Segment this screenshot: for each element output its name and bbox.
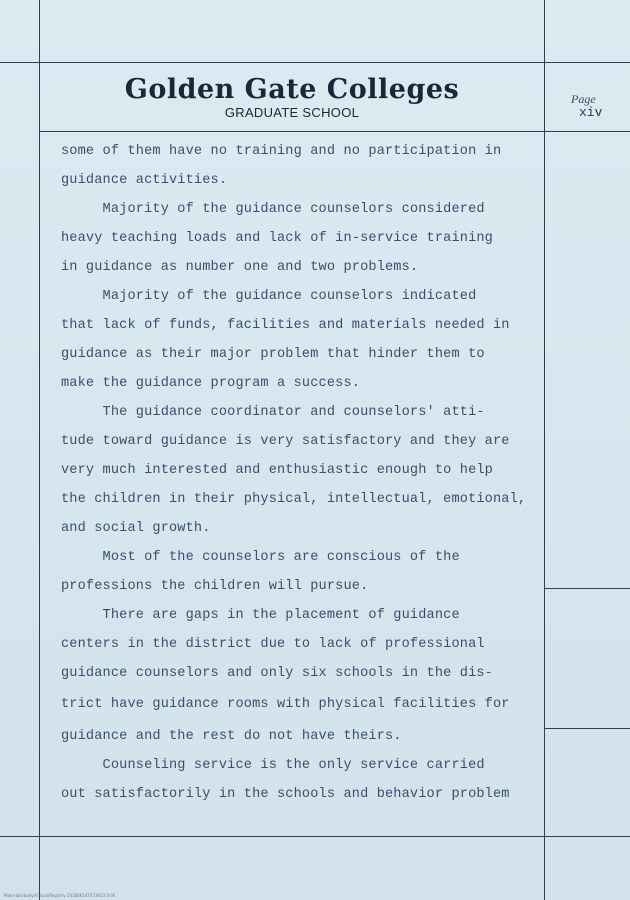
text-line: guidance counselors and only six schools in the dis-	[61, 666, 493, 681]
text-line: Counseling service is the only service carried	[61, 758, 485, 773]
left-margin-rule	[39, 0, 40, 900]
text-line: guidance activities.	[61, 173, 228, 188]
text-line: the children in their physical, intellectual, emotional,	[61, 492, 527, 507]
text-line: centers in the district due to lack of professional	[61, 637, 485, 652]
text-line: trict have guidance rooms with physical facilities for	[61, 697, 510, 712]
text-line: Majority of the guidance counselors considered	[61, 202, 485, 217]
page-label: Page	[571, 92, 596, 106]
text-line: make the guidance program a success.	[61, 376, 361, 391]
text-line: very much interested and enthusiastic enough to help	[61, 463, 493, 478]
right-column-rule-upper	[544, 588, 630, 589]
text-line: Majority of the guidance counselors indicated	[61, 289, 477, 304]
text-line: tude toward guidance is very satisfactory and they are	[61, 434, 510, 449]
text-line: guidance and the rest do not have theirs.	[61, 729, 402, 744]
college-name: Golden Gate Colleges	[124, 74, 460, 105]
text-line: The guidance coordinator and counselors' atti-	[61, 405, 485, 420]
footer-fine-print: Materials/body/Virtual/Registry 20180614T073923 0:00	[4, 893, 116, 898]
text-line: some of them have no training and no participation in	[61, 144, 502, 159]
right-column-rule-lower	[544, 728, 630, 729]
letterhead	[40, 62, 544, 132]
text-line: professions the children will pursue.	[61, 579, 369, 594]
text-line: Most of the counselors are conscious of the	[61, 550, 460, 565]
page-number: xiv	[579, 105, 603, 120]
right-margin-rule	[544, 0, 545, 900]
text-line: and social growth.	[61, 521, 211, 536]
text-line: heavy teaching loads and lack of in-service training	[61, 231, 493, 246]
text-line: guidance as their major problem that hinder them to	[61, 347, 485, 362]
text-line: that lack of funds, facilities and materials needed in	[61, 318, 510, 333]
text-line: in guidance as number one and two problems.	[61, 260, 419, 275]
text-line: There are gaps in the placement of guidance	[61, 608, 460, 623]
text-line: out satisfactorily in the schools and behavior problem	[61, 787, 510, 802]
footer-rule	[0, 836, 630, 837]
school-name: GRADUATE SCHOOL	[224, 105, 360, 120]
